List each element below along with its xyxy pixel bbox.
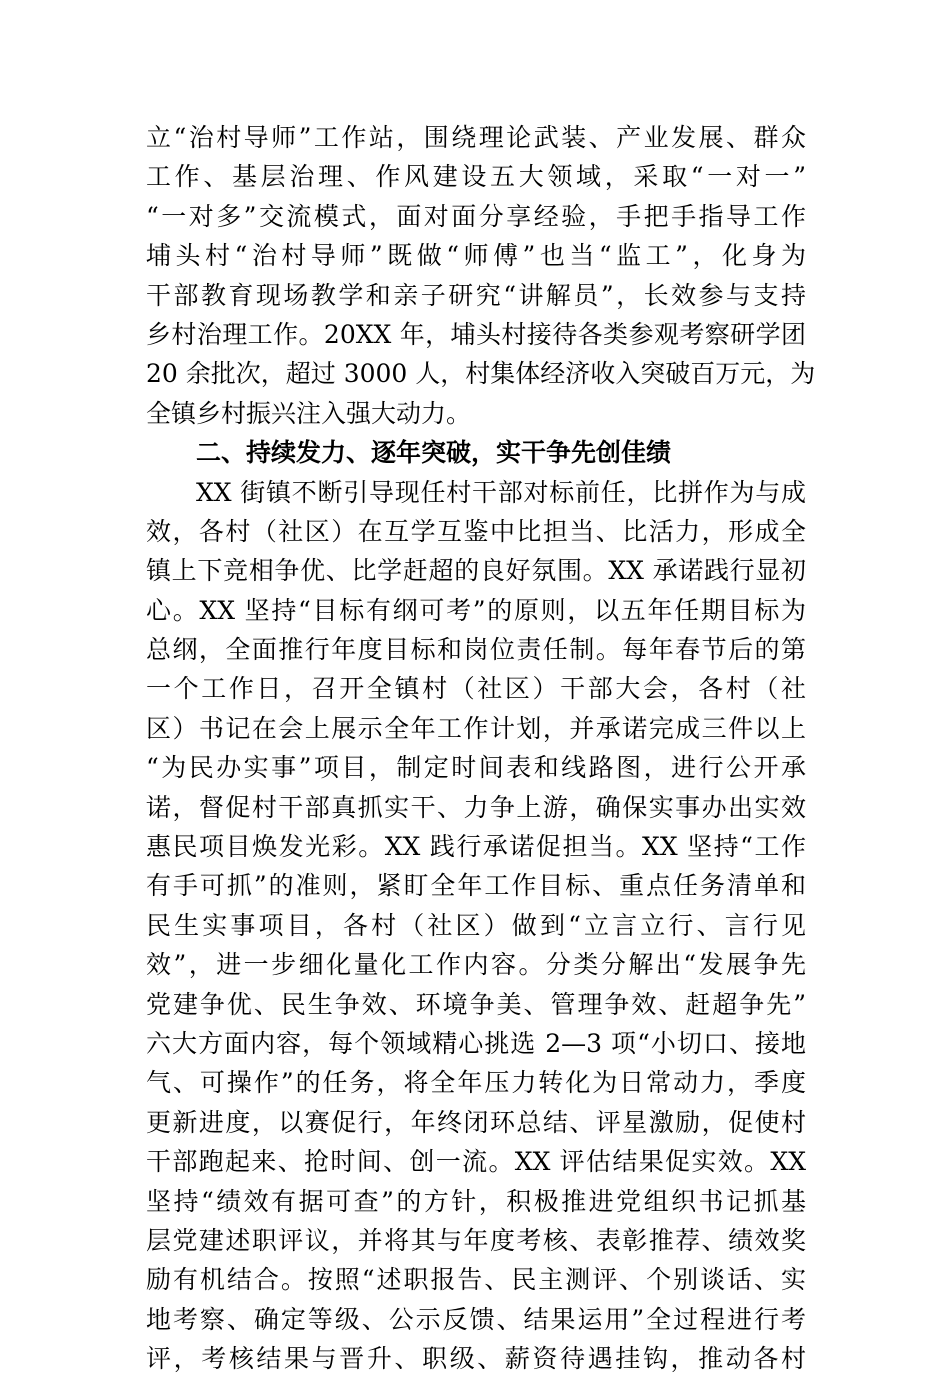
text-line: 埔头村“治村导师”既做“师傅”也当“监工”，化身为 xyxy=(146,241,806,271)
section-heading: 二、持续发力、逐年突破，实干争先创佳绩 xyxy=(196,438,672,468)
text-line: 乡村治理工作。20XX 年，埔头村接待各类参观考察研学团 xyxy=(146,319,806,349)
text-line: 干部教育现场教学和亲子研究“讲解员”，长效参与支持 xyxy=(146,280,806,310)
text-line: 总纲，全面推行年度目标和岗位责任制。每年春节后的第 xyxy=(146,635,806,665)
text-line: “为民办实事”项目，制定时间表和线路图，进行公开承 xyxy=(146,753,806,783)
text-line: 有手可抓”的准则，紧盯全年工作目标、重点任务清单和 xyxy=(146,871,806,901)
text-line: 地考察、确定等级、公示反馈、结果运用”全过程进行考 xyxy=(146,1304,806,1334)
text-line: 20 余批次，超过 3000 人，村集体经济收入突破百万元，为 xyxy=(146,359,816,389)
body-text xyxy=(146,118,816,1379)
text-line: 层党建述职评议，并将其与年度考核、表彰推荐、绩效奖 xyxy=(146,1225,806,1255)
text-line: 评，考核结果与晋升、职级、薪资待遇挂钩，推动各村 xyxy=(146,1344,806,1374)
text-line: 党建争优、民生争效、环境争美、管理争效、赶超争先” xyxy=(146,989,806,1019)
text-line: 镇上下竞相争优、比学赶超的良好氛围。XX 承诺践行显初 xyxy=(146,556,806,586)
text-line: 一个工作日，召开全镇村（社区）干部大会，各村（社 xyxy=(146,674,806,704)
text-line: 惠民项目焕发光彩。XX 践行承诺促担当。XX 坚持“工作 xyxy=(146,832,806,862)
text-line: XX 街镇不断引导现任村干部对标前任，比拼作为与成 xyxy=(196,477,806,507)
text-line: 全镇乡村振兴注入强大动力。 xyxy=(146,398,472,428)
text-line: 六大方面内容，每个领域精心挑选 2—3 项“小切口、接地 xyxy=(146,1028,806,1058)
text-line: 干部跑起来、抢时间、创一流。XX 评估结果促实效。XX xyxy=(146,1147,806,1177)
text-line: 坚持“绩效有据可查”的方针，积极推进党组织书记抓基 xyxy=(146,1186,806,1216)
text-line: 诺，督促村干部真抓实干、力争上游，确保实事办出实效 xyxy=(146,792,806,822)
text-line: 民生实事项目，各村（社区）做到“立言立行、言行见 xyxy=(146,910,806,940)
text-line: 区）书记在会上展示全年工作计划，并承诺完成三件以上 xyxy=(146,713,806,743)
text-line: “一对多”交流模式，面对面分享经验，手把手指导工作 xyxy=(146,201,806,231)
text-line: 立“治村导师”工作站，围绕理论武装、产业发展、群众 xyxy=(146,123,806,152)
text-line: 气、可操作”的任务，将全年压力转化为日常动力，季度 xyxy=(146,1068,806,1098)
text-line: 更新进度，以赛促行，年终闭环总结、评星激励，促使村 xyxy=(146,1107,806,1137)
text-line: 效，各村（社区）在互学互鉴中比担当、比活力，形成全 xyxy=(146,516,806,546)
text-line: 心。XX 坚持“目标有纲可考”的原则，以五年任期目标为 xyxy=(146,595,806,625)
text-line: 工作、基层治理、作风建设五大领域，采取“一对一” xyxy=(146,162,806,192)
text-line: 励有机结合。按照“述职报告、民主测评、个别谈话、实 xyxy=(146,1265,806,1295)
text-line: 效”，进一步细化量化工作内容。分类分解出“发展争先 xyxy=(146,950,806,980)
